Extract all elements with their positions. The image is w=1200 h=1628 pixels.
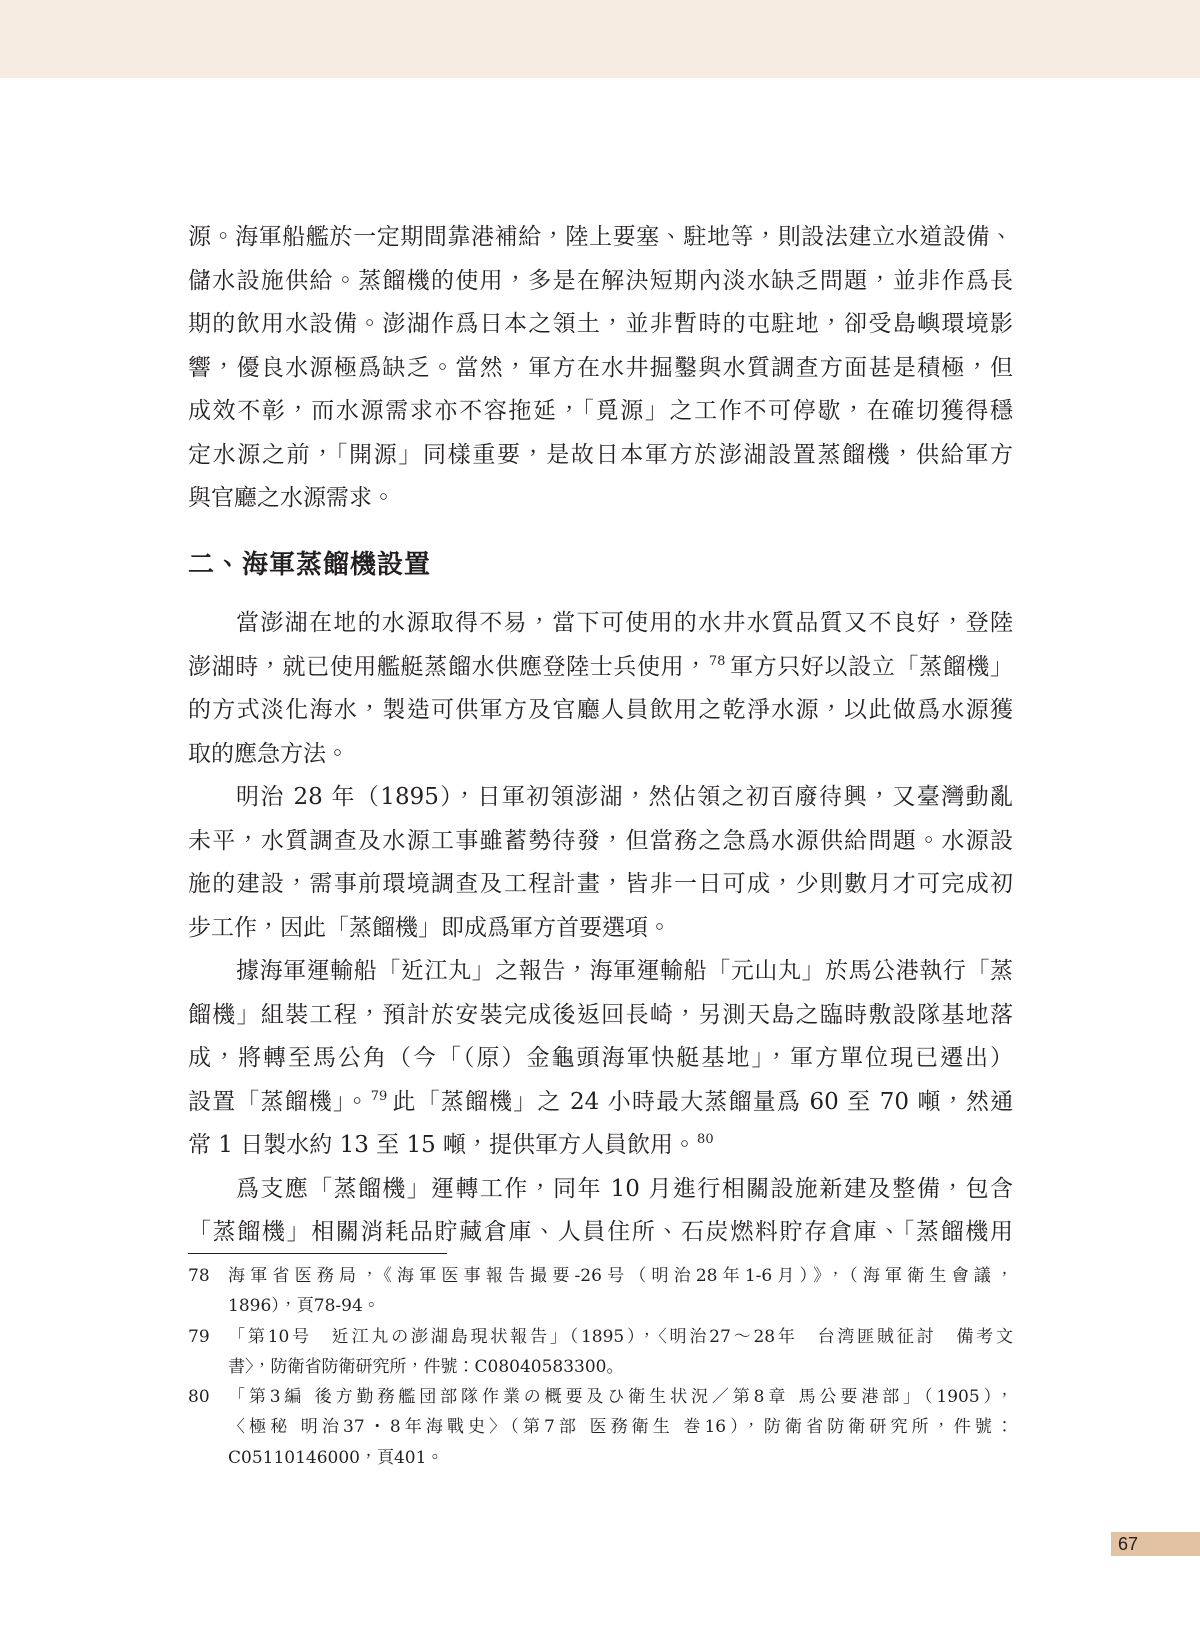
body-line: 期的飲用水設備。澎湖作爲日本之領土，並非暫時的屯駐地，卻受島嶼環境影 (188, 311, 1013, 337)
page-number: 67 (1118, 1534, 1139, 1554)
body-line: 響，優良水源極爲缺乏。當然，軍方在水井掘鑿與水質調查方面甚是積極，但 (188, 354, 1013, 381)
body-line (188, 1124, 1013, 1168)
footnote-ref-80: 80 (697, 1132, 714, 1147)
footnote-line: 〈極秘 明治37・8年海戰史〉（第7部 医務衛生 巻16），防衛省防衛研究所，件號： (228, 1417, 1013, 1438)
body-line: 步工作，因此「蒸餾機」即成爲軍方首要選項。 (188, 914, 671, 941)
body-line (188, 646, 1013, 690)
body-line: 「蒸餾機」相關消耗品貯藏倉庫、人員住所、石炭燃料貯存倉庫、「蒸餾機用 (188, 1219, 1013, 1245)
footnote-text (228, 1261, 1013, 1322)
body-line: 據海軍運輸船「近江丸」之報告，海軍運輸船「元山丸」於馬公港執行「蒸 (236, 958, 1013, 984)
footnote (188, 1261, 1013, 1322)
footnote-ref-78: 78 (708, 653, 726, 669)
body-line: 當澎湖在地的水源取得不易，當下可使用的水井水質品質又不良好，登陸 (236, 610, 1013, 636)
body-line: 施的建設，需事前環境調查及工程計畫，皆非一日可成，少則數月才可完成初 (188, 871, 1013, 897)
body-line: 爲支應「蒸餾機」運轉工作，同年 10 月進行相關設施新建及整備，包含 (236, 1175, 1013, 1202)
body-line: 明治 28 年（1895），日軍初領澎湖，然佔領之初百廢待興，又臺灣動亂 (236, 784, 1013, 810)
line-text: 設置「蒸餾機」。 (188, 1088, 370, 1115)
footnote-line: C05110146000，頁401。 (228, 1447, 444, 1468)
footnote-text (228, 1322, 1013, 1383)
footnote (188, 1322, 1013, 1383)
body-line: 的方式淡化海水，製造可供軍方及官廳人員飲用之乾淨水源，以此做爲水源獲 (188, 697, 1013, 723)
header-band (0, 0, 1200, 78)
body-line: 儲水設施供給。蒸餾機的使用，多是在解決短期內淡水缺乏問題，並非作爲長 (188, 267, 1013, 294)
body-line: 未平，水質調查及水源工事雖蓄勢待發，但當務之急爲水源供給問題。水源設 (188, 827, 1013, 854)
footnote-line: 書〉，防衛省防衛研究所，件號：C08040583300。 (228, 1356, 624, 1377)
footnote-line: 「第10号 近江丸の澎湖島現状報告」（1895），〈明治27～28年 台湾匪賊征討 備考文 (228, 1326, 1013, 1347)
body-text (188, 602, 1013, 1255)
footnote-line: 「第3編 後方勤務艦団部隊作業の概要及ひ衛生状況／第8章 馬公要港部」（1905）， (228, 1387, 1013, 1408)
line-text: 常 1 日製水約 13 至 15 噸，提供軍方人員飲用。 (188, 1132, 697, 1158)
footnote-number: 78 (188, 1266, 210, 1286)
footnote-line: 1896），頁78-94。 (228, 1296, 380, 1317)
line-text: 軍方只好以設立「蒸餾機」 (729, 653, 1014, 680)
body-line: 源。海軍船艦於一定期間靠港補給，陸上要塞、駐地等，則設法建立水道設備、 (188, 224, 1013, 250)
footnote-ref-79: 79 (370, 1088, 388, 1104)
line-text: 此「蒸餾機」之 24 小時最大蒸餾量爲 60 至 70 噸，然通 (391, 1088, 1014, 1115)
page-number-tab (1111, 1532, 1200, 1556)
body-line: 取的應急方法。 (188, 740, 349, 767)
body-line (188, 1081, 1013, 1125)
footnote-number: 79 (188, 1326, 210, 1347)
body-line: 成，將轉至馬公角（今「（原）金龜頭海軍快艇基地」，軍方單位現已遷出） (188, 1045, 1013, 1071)
section-heading: 二、海軍蒸餾機設置 (188, 550, 432, 580)
body-line: 餾機」組裝工程，預計於安裝完成後返回長崎，另測天島之臨時敷設隊基地落 (188, 1001, 1013, 1028)
footnote-divider (188, 1253, 447, 1254)
line-text: 澎湖時，就已使用艦艇蒸餾水供應登陸士兵使用， (188, 653, 708, 680)
body-line: 定水源之前，「開源」同樣重要，是故日本軍方於澎湖設置蒸餾機，供給軍方 (188, 441, 1013, 468)
footnotes (188, 1261, 1013, 1473)
footnote-number: 80 (188, 1387, 210, 1408)
footnote-text (228, 1382, 1013, 1473)
body-line: 與官廳之水源需求。 (188, 485, 395, 511)
footnote (188, 1382, 1013, 1473)
body-line: 成效不彰，而水源需求亦不容拖延，「覓源」之工作不可停歇，在確切獲得穩 (188, 398, 1013, 424)
paragraph-1 (188, 216, 1013, 521)
footnote-line: 海軍省医務局，《海軍医事報告撮要-26号（明治28年1-6月）》，（海軍衛生會議， (228, 1266, 1013, 1286)
